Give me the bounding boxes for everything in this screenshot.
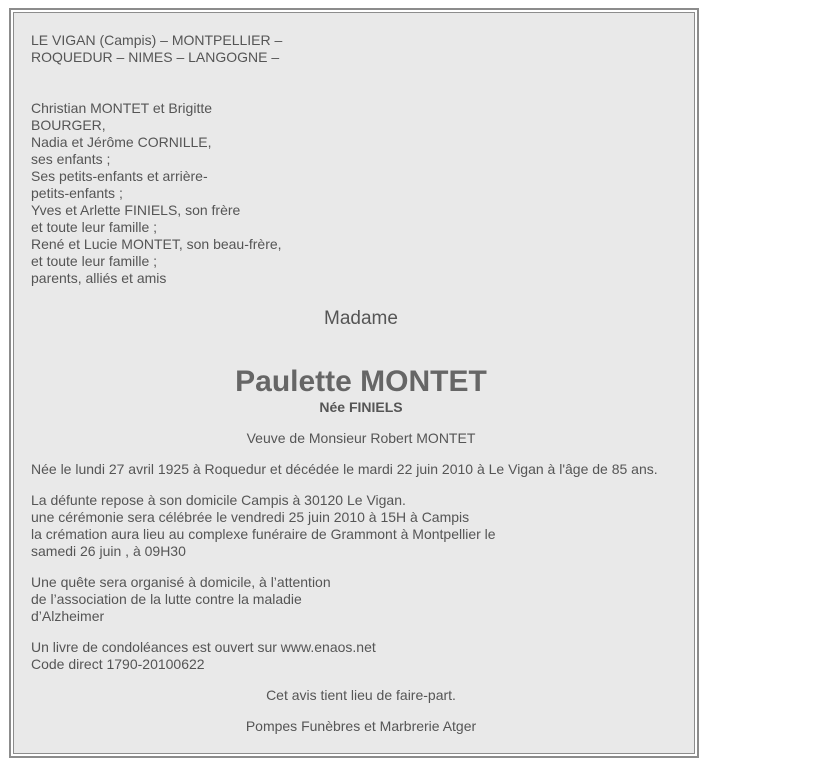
family-line: Yves et Arlette FINIELS, son frère — [31, 202, 241, 218]
family-line: BOURGER, — [31, 117, 106, 133]
condolences-details — [31, 639, 691, 673]
birth-death-line: Née le lundi 27 avril 1925 à Roquedur et décédée le mardi 22 juin 2010 à Le Vigan à l'âge de 85 ans. — [31, 461, 658, 477]
ceremony-details — [31, 492, 691, 560]
collection-line: Une quête sera organisé à domicile, à l’attention — [31, 574, 331, 590]
ceremony-line: la crémation aura lieu au complexe funéraire de Grammont à Montpellier le — [31, 526, 496, 542]
deceased-name: Paulette MONTET — [235, 365, 487, 398]
birth-death-text — [31, 461, 691, 478]
collection-line: de l’association de la lutte contre la maladie — [31, 591, 302, 607]
family-line: Nadia et Jérôme CORNILLE, — [31, 134, 212, 150]
family-line: Ses petits-enfants et arrière- — [31, 168, 208, 184]
funeral-home: Pompes Funèbres et Marbrerie Atger — [245, 718, 477, 734]
collection-line: d’Alzheimer — [31, 608, 105, 624]
notice-frame — [9, 8, 699, 758]
family-line: ses enfants ; — [31, 151, 111, 167]
ceremony-line: une cérémonie sera célébrée le vendredi 25 juin 2010 à 15H à Campis — [31, 509, 470, 525]
family-list — [31, 100, 691, 287]
family-line: Christian MONTET et Brigitte — [31, 100, 213, 116]
widow-of: Veuve de Monsieur Robert MONTET — [246, 430, 476, 446]
condolences-line: Un livre de condoléances est ouvert sur www.enaos.net — [31, 639, 376, 655]
ceremony-line: La défunte repose à son domicile Campis à 30120 Le Vigan. — [31, 492, 406, 508]
honorific-title: Madame — [324, 308, 398, 329]
family-line: René et Lucie MONTET, son beau-frère, — [31, 236, 282, 252]
notice-content — [31, 32, 691, 735]
notice-panel — [13, 12, 695, 754]
ceremony-line: samedi 26 juin , à 09H30 — [31, 543, 186, 559]
towns-line: ROQUEDUR – NIMES – LANGOGNE – — [31, 49, 280, 65]
condolences-line: Code direct 1790-20100622 — [31, 656, 205, 672]
towns-line: LE VIGAN (Campis) – MONTPELLIER – — [31, 32, 283, 48]
announcement-text: Cet avis tient lieu de faire-part. — [266, 687, 456, 703]
family-line: et toute leur famille ; — [31, 253, 158, 269]
maiden-name: Née FINIELS — [319, 399, 403, 415]
family-line: parents, alliés et amis — [31, 270, 167, 286]
towns-block — [31, 32, 691, 66]
family-line: et toute leur famille ; — [31, 219, 158, 235]
family-line: petits-enfants ; — [31, 185, 123, 201]
collection-details — [31, 574, 691, 625]
